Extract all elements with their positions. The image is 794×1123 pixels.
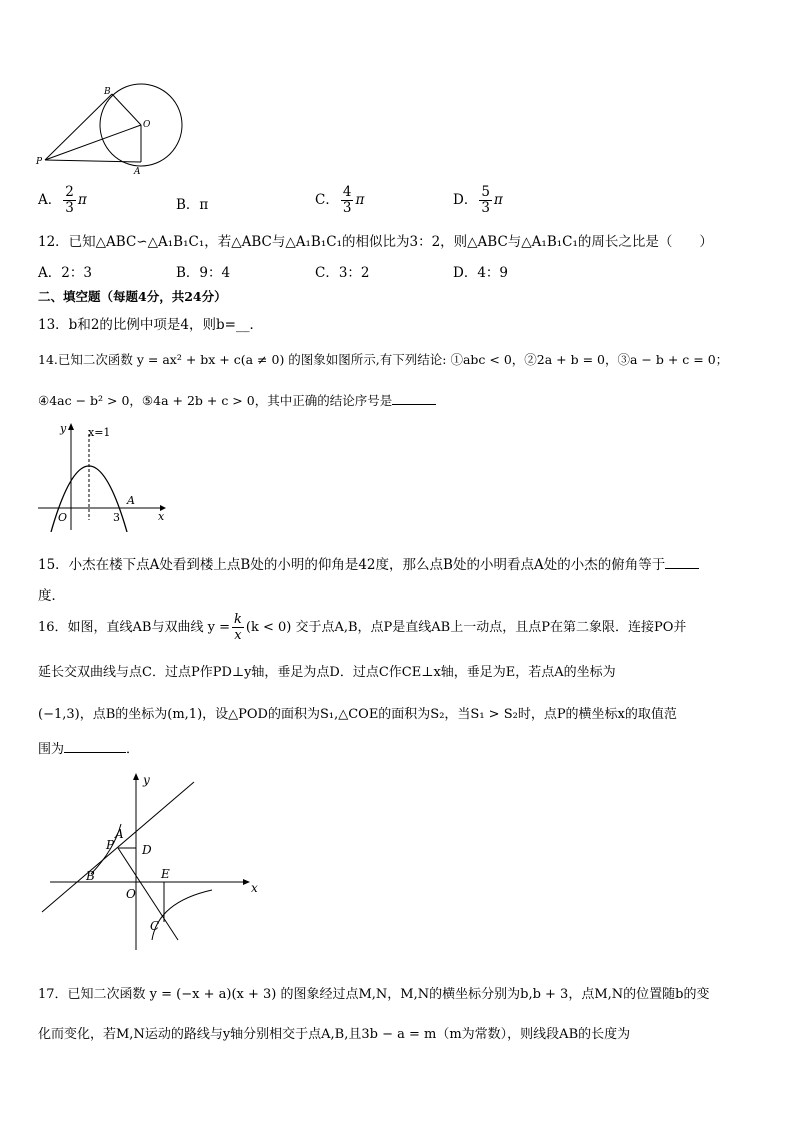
- q14-line2-text: ④4ac − b² > 0，⑤4a + 2b + c > 0，其中正确的结论序号是: [38, 393, 393, 408]
- answer-blank-14: [392, 392, 436, 405]
- q15-line1-text: 15．小杰在楼下点A处看到楼上点B处的小明的仰角是42度，那么点B处的小明看点A处的小杰的俯角等于: [38, 557, 666, 573]
- q13-text: 13．b和2的比例中项是4，则b=__．: [38, 317, 263, 333]
- fraction-a-den: 3: [65, 200, 74, 216]
- answer-blank-15: [665, 556, 699, 569]
- q16-line4-text: 围为: [38, 742, 65, 757]
- fraction-c-den: 3: [342, 200, 352, 216]
- q12-stem: 12．已知△ABC∽△A₁B₁C₁，若△ABC与△A₁B₁C₁的相似比为3：2，则△ABC与△A₁B₁C₁的周长之比是（ ）: [38, 234, 713, 250]
- label-a: A: [127, 494, 135, 507]
- tangent-pa: [45, 160, 141, 162]
- y-axis-arrow: [133, 773, 139, 780]
- fraction-x: x: [234, 628, 242, 643]
- fraction-d: [479, 185, 492, 216]
- q16-line2: 延长交双曲线与点C．过点P作PD⊥y轴，垂足为点D．过点C作CE⊥x轴，垂足为E，若点A的坐标为: [38, 665, 616, 680]
- label-3: 3: [113, 511, 120, 524]
- option-a-pi: π: [77, 192, 87, 208]
- option-c-pi: π: [355, 192, 365, 208]
- fraction-a: [63, 185, 76, 216]
- q16-figure: [36, 770, 266, 954]
- label-b: B: [86, 869, 95, 883]
- label-o: O: [126, 887, 136, 901]
- y-axis-arrow: [68, 423, 74, 430]
- line-ab: [42, 782, 194, 912]
- q12-option-b: B．9：4: [176, 265, 231, 281]
- fraction-c-num: 4: [342, 184, 352, 200]
- q16-line1-a: 16．如图，直线AB与双曲线 y =: [38, 620, 230, 635]
- fraction-a-num: 2: [65, 184, 74, 200]
- tangent-pb: [45, 94, 112, 160]
- q16-period: ．: [126, 742, 140, 757]
- q14-line1: 14.已知二次函数 y = ax² + bx + c(a ≠ 0) 的图象如图所示,有下列结论: ①abc < 0，②2a + b = 0，③a − b + c = 0；: [38, 352, 729, 367]
- option-d-prefix: D．: [453, 192, 478, 208]
- q11-option-d: [453, 185, 503, 216]
- q14-figure: [36, 420, 170, 532]
- radius-ob: [112, 94, 141, 125]
- x-axis-arrow: [243, 879, 250, 885]
- label-y: y: [143, 773, 150, 787]
- label-e: E: [161, 867, 170, 881]
- label-x-eq-1: x=1: [88, 426, 111, 439]
- q16-line4: [38, 738, 139, 757]
- q12-option-c: C．3：2: [315, 265, 370, 281]
- label-x: x: [251, 881, 258, 895]
- hyperbola-lower-branch: [152, 890, 212, 940]
- label-d: D: [142, 843, 152, 857]
- fraction-d-num: 5: [481, 184, 490, 200]
- option-a-prefix: A．: [38, 192, 62, 208]
- q15-line1: [38, 553, 699, 573]
- q12-option-a: A．2：3: [38, 265, 92, 281]
- answer-blank-16: [64, 740, 126, 753]
- q14-line2: [38, 391, 436, 409]
- q11-figure: [30, 82, 190, 178]
- q16-line1: [38, 612, 686, 643]
- q17-line1: 17．已知二次函数 y = (−x + a)(x + 3) 的图象经过点M,N，M,N的横坐标分别为b,b + 3，点M,N的位置随b的变: [38, 987, 710, 1002]
- label-a: A: [134, 167, 141, 177]
- fraction-d-den: 3: [481, 200, 490, 216]
- label-p: P: [36, 157, 43, 167]
- q12-option-d: D．4：9: [453, 265, 509, 281]
- q15-line2: 度．: [38, 588, 65, 604]
- q11-option-a: [38, 185, 87, 216]
- q11-option-b: B．π: [176, 197, 209, 213]
- label-y: y: [60, 422, 67, 435]
- label-p: P: [106, 838, 115, 852]
- label-o: O: [143, 120, 151, 130]
- label-a: A: [115, 827, 124, 841]
- q16-line3: (−1,3)，点B的坐标为(m,1)，设△POD的面积为S₁,△COE的面积为S₂，当S₁ > S₂时，点P的横坐标x的取值范: [38, 707, 677, 722]
- option-d-pi: π: [493, 192, 503, 208]
- segment-po: [45, 125, 141, 160]
- q17-line2: 化而变化，若M,N运动的路线与y轴分别相交于点A,B,且3b − a = m（m为常数），则线段AB的长度为: [38, 1027, 631, 1042]
- label-o: O: [58, 511, 68, 524]
- section-title: 二、填空题（每题4分，共24分）: [38, 289, 227, 304]
- q16-line1-b: (k < 0) 交于点A,B，点P是直线AB上一动点，且点P在第二象限．连接PO并: [245, 620, 687, 635]
- fraction-c: [341, 185, 354, 216]
- label-x: x: [158, 510, 165, 523]
- option-c-prefix: C．: [315, 192, 339, 208]
- fraction-k: k: [234, 612, 242, 627]
- fraction-k-over-x: [232, 612, 244, 643]
- label-b: B: [104, 87, 111, 97]
- label-c: C: [150, 919, 160, 933]
- q11-option-c: [315, 185, 364, 216]
